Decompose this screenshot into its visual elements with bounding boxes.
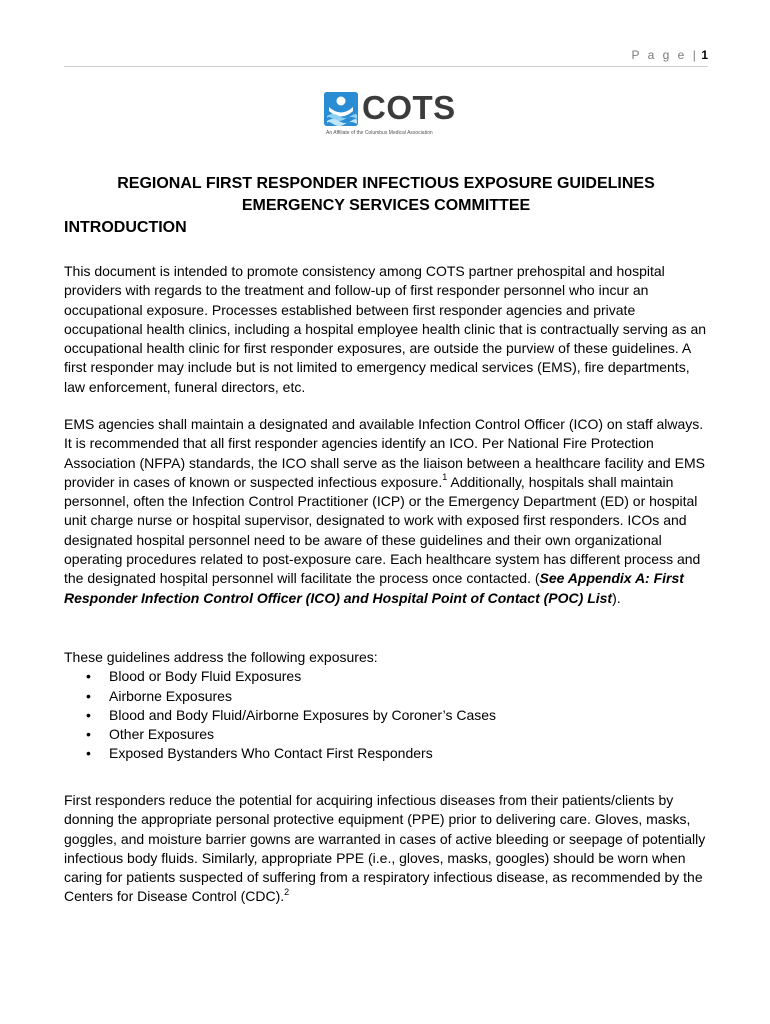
list-item: • Exposed Bystanders Who Contact First Responders (64, 744, 714, 763)
section-heading-introduction: INTRODUCTION (64, 219, 187, 236)
cots-logo (324, 89, 456, 138)
header-divider (64, 66, 708, 67)
document-title: REGIONAL FIRST RESPONDER INFECTIOUS EXPOSURE GUIDELINES (117, 175, 655, 192)
list-item: • Blood or Body Fluid Exposures (64, 667, 714, 686)
exposures-intro: These guidelines address the following exposures: (64, 649, 378, 665)
document-subtitle: EMERGENCY SERVICES COMMITTEE (241, 197, 531, 214)
paragraph-ppe-text: First responders reduce the potential for acquiring infectious diseases from their patients/clients by donning the appropriate personal protective equipment (PPE) prior to delivering care. Gloves, masks, goggles, and moisture barrier gowns are warranted in cases of active bleeding or seepage of potentially infectious body fluids. Similarly, appropriate PPE (i.e., gloves, masks, googles) should be worn when caring for patients suspected of suffering from a respiratory infectious disease, as recommended by the Centers for Disease Control (CDC). (64, 792, 706, 905)
list-item: • Other Exposures (64, 725, 714, 744)
paragraph-purpose: This document is intended to promote consistency among COTS partner prehospital and hospital providers with regards to the treatment and follow-up of first responder personnel who incur an occupational exposure. Processes established between first responder agencies and private occupational health clinics, including a hospital employee health clinic that is contractually serving as an occupational health clinic for first responder exposures, are outside the purview of these guidelines. A first responder may include but is not limited to emergency medical services (EMS), fire departments, law enforcement, funeral directors, etc. (64, 263, 707, 395)
paragraph-ico-text: EMS agencies shall maintain a designated and available Infection Control Officer (ICO) on staff always. It is recommended that all first responder agencies identify an ICO. Per National Fire Protection Association (NFPA) standards, the ICO shall serve as the liaison between a healthcare facility and EMS provider in cases of known or suspected infectious exposure. (64, 416, 705, 490)
page-number: 1 (701, 48, 708, 62)
page-header (632, 48, 708, 62)
page-label: P a g e | (631, 48, 699, 62)
exposures-section (64, 648, 714, 764)
cots-logo-tagline: An Affiliate of the Columbus Medical Association (326, 130, 433, 136)
appendix-reference: See Appendix A: First Responder Infection Control Officer (ICO) and Hospital Point of Contact (POC) List (64, 570, 684, 606)
paragraph-ico-text-continued: Additionally, hospitals shall maintain personnel, often the Infection Control Practitioner (ICP) or the Emergency Department (ED) or hospital unit charge nurse or hospital supervisor, designated to work with exposed first responders. ICOs and designated hospital personnel need to be aware of these guidelines and their own organizational operating procedures related to post-exposure care. Each healthcare system has different process and the designated hospital personnel will facilitate the process once contacted. ( (64, 473, 701, 587)
cots-logo-text: COTS (362, 89, 456, 126)
list-item: • Blood and Body Fluid/Airborne Exposures by Coroner’s Cases (64, 706, 714, 725)
footnote-ref-1: 1 (442, 472, 448, 483)
paragraph-ico-closing: ). (612, 589, 621, 606)
list-item: • Airborne Exposures (64, 687, 714, 706)
cots-logo-icon (324, 92, 358, 126)
exposures-list (64, 667, 714, 763)
footnote-ref-2: 2 (284, 886, 290, 897)
paragraph-ico (64, 415, 714, 608)
paragraph-ppe (64, 791, 714, 907)
